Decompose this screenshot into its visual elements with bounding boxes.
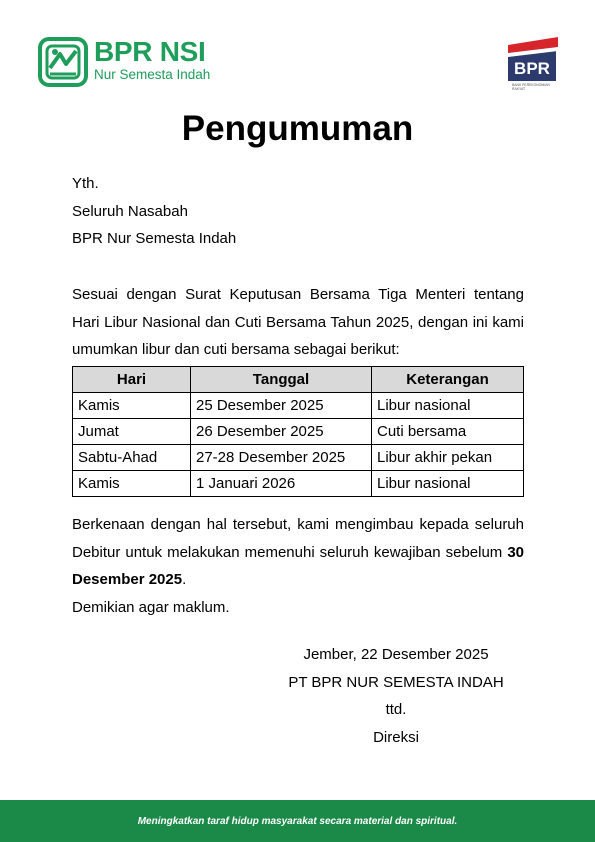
salutation [72,170,524,253]
column-header: Hari [73,367,191,393]
bpr-logo-subtext: BANK PEREKONOMIAN RAKYAT [512,83,550,91]
signature-block [270,641,522,751]
holiday-table [72,366,524,497]
footer-motto: Meningkatkan taraf hidup masyarakat secara material dan spiritual. [137,815,458,827]
table-cell: 27-28 Desember 2025 [191,445,372,471]
table-cell: Cuti bersama [372,419,524,445]
table-cell: Libur akhir pekan [372,445,524,471]
table-row [73,445,524,471]
table-cell: 25 Desember 2025 [191,393,372,419]
column-header: Tanggal [191,367,372,393]
brand-tagline: Nur Semesta Indah [94,67,211,82]
table-cell: Jumat [73,419,191,445]
table-cell: Kamis [73,471,191,497]
table-cell: Libur nasional [372,471,524,497]
closing-section [72,511,524,621]
column-header: Keterangan [372,367,524,393]
place-date: Jember, 22 Desember 2025 [303,646,489,663]
table-cell: 1 Januari 2026 [191,471,372,497]
table-cell: Kamis [73,393,191,419]
bpr-nsi-emblem-icon [38,37,88,87]
table-cell: Libur nasional [372,393,524,419]
signatory-role: Direksi [373,728,419,746]
signed-mark: ttd. [385,701,407,718]
footer-bar [0,800,595,842]
intro-paragraph: Sesuai dengan Surat Keputusan Bersama Tiga Menteri tentang Hari Libur Nasional dan Cuti Bersama Tahun 2025, dengan ini kami umumkan libur dan cuti bersama sebagai berikut: [72,286,524,358]
table-row [73,419,524,445]
bpr-logo-box: BPR [508,45,556,81]
sign-off: Demikian agar maklum. [72,598,230,616]
salutation-line: Yth. [72,175,99,192]
brand-name: BPR NSI [94,36,206,67]
table-row [73,471,524,497]
salutation-line: BPR Nur Semesta Indah [72,230,237,247]
page-title: Pengumuman [181,109,414,148]
closing-paragraph [72,511,524,594]
company-name: PT BPR NUR SEMESTA INDAH [288,673,504,691]
table-row [73,393,524,419]
table-cell: 26 Desember 2025 [191,419,372,445]
deadline-date: 30 Desember 2025 [72,543,524,588]
salutation-line: Seluruh Nasabah [72,202,188,220]
table-header-row [73,367,524,393]
closing-text: Berkenaan dengan hal tersebut, kami mengimbau kepada seluruh Debitur untuk melakukan memenuhi seluruh kewajiban sebelum [72,516,524,561]
closing-punct: . [182,571,187,588]
table-cell: Sabtu-Ahad [73,445,191,471]
bpr-logo [508,37,558,101]
bpr-flag-icon [508,37,558,61]
